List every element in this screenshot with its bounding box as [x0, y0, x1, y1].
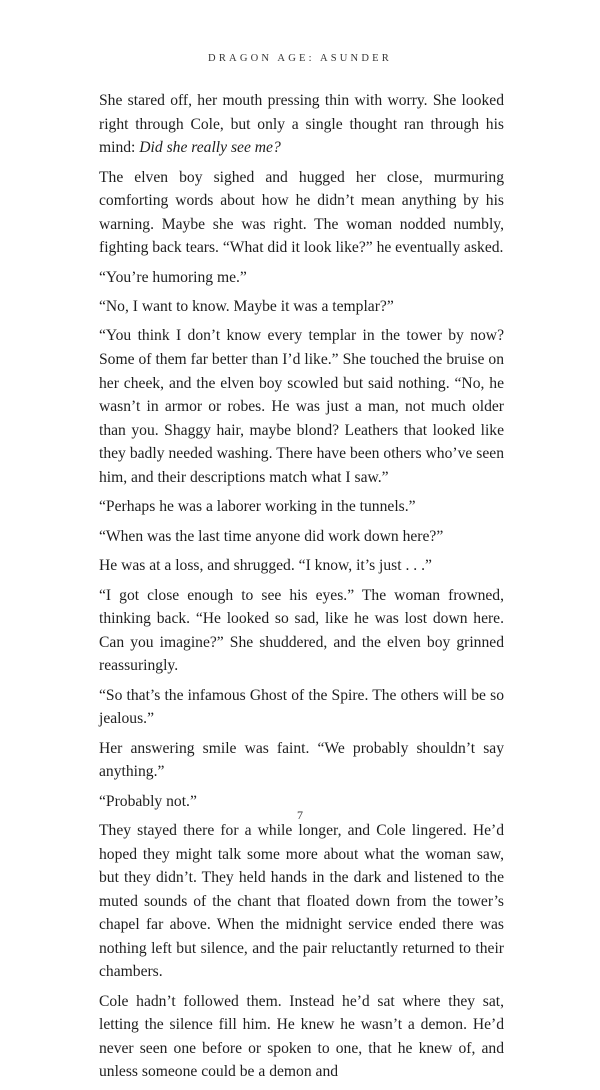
paragraph: The elven boy sighed and hugged her close, murmuring comforting words about how he didn’t mean anything by his warning. Maybe she was right. The woman nodded numbly, fighting back tears. “What did it look like?” he eventually asked. [99, 168, 504, 257]
paragraph: “I got close enough to see his eyes.” The woman frowned, thinking back. “He looked so sad, like he was lost down here. Can you imagine?” She shuddered, and the elven boy grinned reassuringly. [99, 586, 504, 675]
body-text [99, 89, 504, 1090]
paragraph: “You’re humoring me.” [99, 268, 247, 286]
paragraph: “No, I want to know. Maybe it was a templar?” [99, 298, 394, 316]
paragraph: “You think I don’t know every templar in the tower by now? Some of them far better than I’d like.” She touched the bruise on her cheek, and the elven boy scowled but said nothing. “No, he wasn’t in armor or robes. He was just a man, not much older than you. Shaggy hair, maybe blond? Leathers that looked like they badly needed washing. There have been others who’ve seen him, and their descriptions match what I saw.” [99, 327, 504, 486]
paragraph: “So that’s the infamous Ghost of the Spire. The others will be so jealous.” [99, 686, 504, 728]
paragraph: “When was the last time anyone did work down here?” [99, 527, 444, 545]
paragraph: Her answering smile was faint. “We probably shouldn’t say anything.” [99, 739, 504, 781]
page-number: 7 [297, 808, 303, 822]
paragraph [99, 89, 504, 160]
running-head: DRAGON AGE: ASUNDER [208, 53, 392, 64]
italic-thought: Did she really see me? [139, 139, 281, 157]
paragraph: Cole hadn’t followed them. Instead he’d sat where they sat, letting the silence fill him. He knew he wasn’t a demon. He’d never seen one before or spoken to one, that he knew of, and unless someone could be a demon and [99, 992, 504, 1081]
paragraph: He was at a loss, and shrugged. “I know, it’s just . . .” [99, 557, 432, 575]
paragraph: They stayed there for a while longer, and Cole lingered. He’d hoped they might talk some more about what the woman saw, but they didn’t. They held hands in the dark and listened to the muted sounds of the chant that floated down from the tower’s chapel far above. When the midnight service ended there was nothing left but silence, and the pair reluctantly returned to their chambers. [99, 822, 504, 981]
paragraph-text: She stared off, her mouth pressing thin with worry. She looked right through Cole, but only a single thought ran through his mind: [99, 92, 504, 157]
paragraph: “Perhaps he was a laborer working in the tunnels.” [99, 498, 416, 516]
paragraph: “Probably not.” [99, 792, 197, 810]
